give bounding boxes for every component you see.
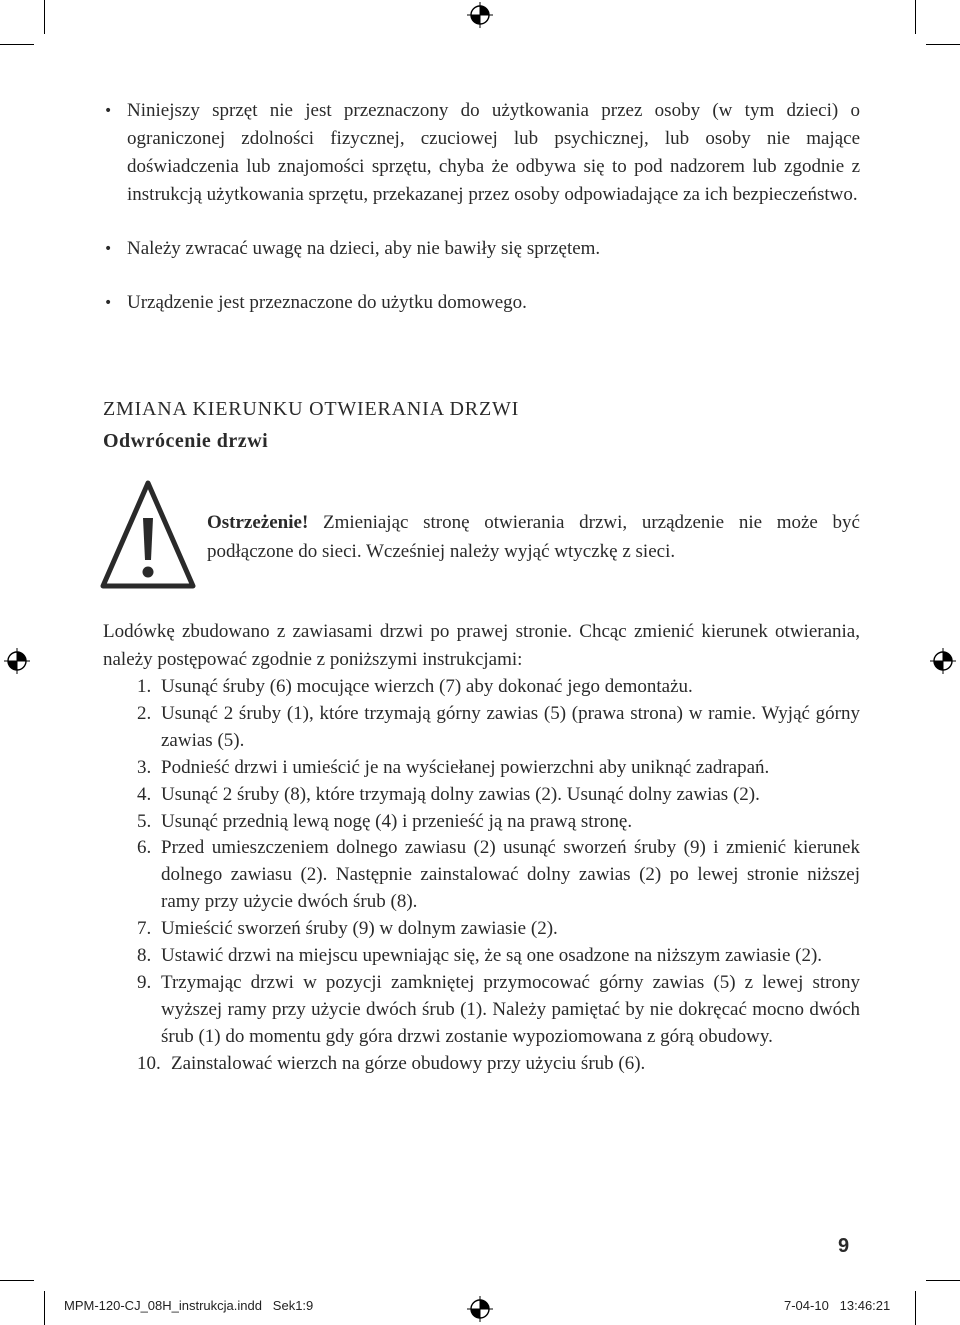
page-number: 9 [838, 1235, 850, 1257]
step-text: Usunąć 2 śruby (1), które trzymają górny zawias (5) (prawa strona) w ramie. Wyjąć górny zawias (5). [161, 702, 860, 751]
step-text: Usunąć 2 śruby (8), które trzymają dolny zawias (2). Usunąć dolny zawias (2). [161, 783, 760, 805]
print-slug-timestamp: 7-04-10 13:46:21 [784, 1298, 891, 1313]
safety-bullet-list [104, 97, 860, 317]
step-text: Usunąć śruby (6) mocujące wierzch (7) aby dokonać jego demontażu. [161, 676, 693, 697]
step-number: 7. [137, 918, 152, 940]
step-text: Trzymając drzwi w pozycji zamkniętej przymocować górny zawias (5) z lewej strony wyższej ramy przy użycie dwóch śrub (1). Należy pamiętać by nie dokręcać mocno dwóch śrub (1) do momentu gdy góra drzwi zostanie wypoziomowana z górą obudowy. [161, 971, 860, 1047]
warning-body: Zmieniając stronę otwierania drzwi, urządzenie nie może być podłączone do sieci. Wcześniej należy wyjąć wtyczkę z sieci. [207, 512, 860, 562]
list-item [103, 782, 860, 809]
print-slug-filename: MPM-120-CJ_08H_instrukcja.indd Sek1:9 [64, 1298, 314, 1313]
list-item [104, 235, 860, 263]
bullet-text: Urządzenie jest przeznaczone do użytku domowego. [127, 292, 527, 313]
step-text: Przed umieszczeniem dolnego zawiasu (2) usunąć sworzeń śruby (9) i zmienić kierunek dolnego zawiasu (2). Następnie zainstalować dolny zawias (2) po lewej stronie niższej ramy przy użycie dwóch śrub (8). [161, 837, 860, 913]
crop-mark-top-right-horizontal [926, 44, 960, 45]
list-item [103, 674, 860, 701]
step-text: Usunąć przednią lewą nogę (4) i przenieść ją na prawą stronę. [161, 810, 633, 832]
registration-mark-icon [467, 1296, 493, 1322]
crop-mark-bottom-left-vertical [44, 1291, 45, 1325]
registration-mark-icon [4, 648, 30, 674]
step-text: Zainstalować wierzch na górze obudowy przy użyciu śrub (6). [171, 1052, 646, 1074]
bullet-text: Należy zwracać uwagę na dzieci, aby nie bawiły się sprzętem. [127, 238, 601, 259]
list-item [103, 835, 860, 916]
bullet-icon: • [104, 241, 113, 257]
registration-mark-icon [930, 648, 956, 674]
bullet-text: Niniejszy sprzęt nie jest przeznaczony do użytkowania przez osoby (w tym dzieci) o ograniczonej zdolności fizycznej, czuciowej lub psychicznej, lub osoby nie mające doświadczenia lub znajomości sprzętu, chyba że odbywa się to pod nadzorem lub zgodnie z instrukcją użytkowania sprzętu, przekazanej przez osoby odpowiadające za ich bezpieczeństwo. [127, 100, 860, 205]
step-number: 2. [137, 702, 152, 724]
step-text: Podnieść drzwi i umieścić je na wyściełanej powierzchni aby uniknąć zadrapań. [161, 756, 770, 778]
step-number: 10. [137, 1052, 161, 1074]
step-number: 9. [137, 971, 152, 993]
crop-mark-bottom-right-horizontal [926, 1280, 960, 1281]
step-number: 5. [137, 810, 152, 832]
subsection-title: Odwrócenie drzwi [103, 430, 269, 452]
bullet-icon: • [104, 295, 113, 311]
crop-mark-top-left-horizontal [0, 44, 34, 45]
instruction-steps [103, 674, 860, 1078]
step-number: 4. [137, 783, 152, 805]
list-item [103, 916, 860, 943]
step-number: 1. [137, 676, 152, 697]
warning-label: Ostrzeżenie! [207, 512, 309, 533]
warning-triangle-icon [99, 478, 197, 592]
list-item [103, 809, 860, 836]
list-item [103, 970, 860, 1051]
list-item [104, 97, 860, 209]
step-number: 6. [137, 837, 152, 859]
bullet-icon: • [104, 103, 113, 119]
list-item [103, 755, 860, 782]
step-number: 8. [137, 945, 152, 967]
section-title: ZMIANA KIERUNKU OTWIERANIA DRZWI [103, 398, 520, 420]
list-item [103, 701, 860, 755]
crop-mark-bottom-right-vertical [915, 1291, 916, 1325]
crop-mark-top-right-vertical [915, 0, 916, 34]
list-item [103, 943, 860, 970]
registration-mark-icon [467, 2, 493, 28]
list-item [103, 1051, 860, 1078]
crop-mark-top-left-vertical [44, 0, 45, 34]
step-text: Umieścić sworzeń śruby (9) w dolnym zawiasie (2). [161, 918, 558, 940]
step-text: Ustawić drzwi na miejscu upewniając się, że są one osadzone na niższym zawiasie (2). [161, 945, 823, 967]
warning-text [207, 508, 860, 566]
intro-paragraph: Lodówkę zbudowano z zawiasami drzwi po prawej stronie. Chcąc zmienić kierunek otwierania, należy postępować zgodnie z poniższymi instrukcjami: [103, 621, 860, 670]
list-item [104, 289, 860, 317]
step-number: 3. [137, 756, 152, 778]
crop-mark-bottom-left-horizontal [0, 1280, 34, 1281]
